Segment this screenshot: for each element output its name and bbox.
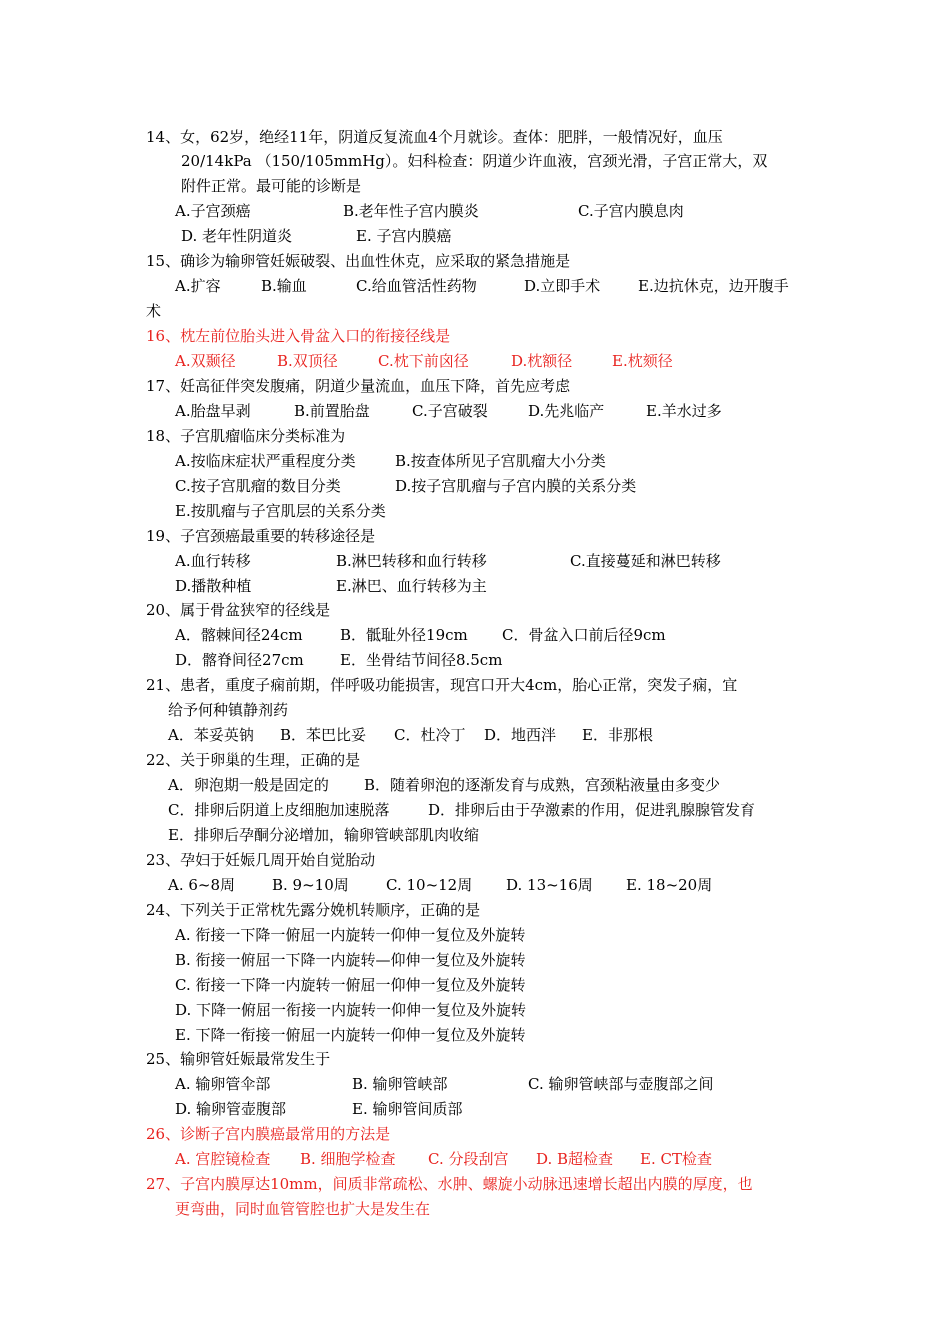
question-20-option-a: A．髂棘间径24cm xyxy=(175,626,303,644)
question-16-option-b: B.双顶径 xyxy=(277,352,338,370)
question-14-option-b: B.老年性子宫内膜炎 xyxy=(343,202,479,220)
question-25-line-1: 25、输卵管妊娠最常发生于 xyxy=(146,1050,331,1068)
question-18-line-1: 18、子宫肌瘤临床分类标准为 xyxy=(146,427,346,445)
question-26-option-e: E. CT检查 xyxy=(640,1150,712,1168)
question-15-option-a: A.扩容 xyxy=(175,277,221,295)
question-27-line-1: 27、子宫内膜厚达10mm，间质非常疏松、水肿、螺旋小动脉迅速增长超出内膜的厚度，也 xyxy=(146,1175,753,1193)
question-15-option-b: B.输血 xyxy=(261,277,307,295)
question-19-option-a: A.血行转移 xyxy=(175,552,251,570)
question-17-option-d: D.先兆临产 xyxy=(528,402,605,420)
question-21-line-1: 21、患者，重度子痫前期，伴呼吸功能损害，现宫口开大4cm，胎心正常，突发子痫，宜 xyxy=(146,676,738,694)
question-20-option-e: E．坐骨结节间径8.5cm xyxy=(340,651,503,669)
question-22-option-a: A．卵泡期一般是固定的 xyxy=(168,776,329,794)
question-25-option-d: D. 输卵管壶腹部 xyxy=(175,1100,287,1118)
question-23-option-b: B. 9~10周 xyxy=(272,876,349,894)
question-16-option-e: E.枕颏径 xyxy=(612,352,673,370)
question-18-option-d: D.按子宫肌瘤与子宫内膜的关系分类 xyxy=(395,477,637,495)
question-15-option-c: C.给血管活性药物 xyxy=(356,277,477,295)
question-20-option-c: C．骨盆入口前后径9cm xyxy=(502,626,666,644)
question-23-option-c: C. 10~12周 xyxy=(386,876,473,894)
question-20-option-b: B．骶耻外径19cm xyxy=(340,626,468,644)
question-19-option-c: C.直接蔓延和淋巴转移 xyxy=(570,552,721,570)
question-14-option-c: C.子宫内膜息肉 xyxy=(578,202,684,220)
question-16-option-d: D.枕额径 xyxy=(511,352,573,370)
question-22-option-d: D．排卵后由于孕激素的作用，促进乳腺腺管发育 xyxy=(428,801,756,819)
question-20-option-d: D．髂脊间径27cm xyxy=(175,651,304,669)
question-14-line-3: 附件正常。最可能的诊断是 xyxy=(181,177,362,195)
question-23-option-d: D. 13~16周 xyxy=(506,876,593,894)
question-21-option-c: C．杜冷丁 xyxy=(394,726,466,744)
question-24-option-d: D. 下降一俯屈一衔接一内旋转一仰伸一复位及外旋转 xyxy=(175,1001,527,1019)
question-19-line-1: 19、子宫颈癌最重要的转移途径是 xyxy=(146,527,376,545)
question-14-line-1: 14、女，62岁，绝经11年，阴道反复流血4个月就诊。查体：肥胖，一般情况好，血压 xyxy=(146,128,723,146)
question-22-line-1: 22、关于卵巢的生理，正确的是 xyxy=(146,751,361,769)
question-22-option-c: C．排卵后阴道上皮细胞加速脱落 xyxy=(168,801,390,819)
question-15-option-d: D.立即手术 xyxy=(524,277,601,295)
question-25-option-a: A. 输卵管伞部 xyxy=(175,1075,271,1093)
question-14-option-e: E. 子宫内膜癌 xyxy=(356,227,452,245)
question-23-line-1: 23、孕妇于妊娠几周开始自觉胎动 xyxy=(146,851,376,869)
question-25-option-c: C. 输卵管峡部与壶腹部之间 xyxy=(528,1075,714,1093)
question-17-option-e: E.羊水过多 xyxy=(646,402,722,420)
question-23-option-e: E. 18~20周 xyxy=(626,876,713,894)
question-22-option-b: B．随着卵泡的逐渐发育与成熟，宫颈粘液量由多变少 xyxy=(364,776,721,794)
question-24-option-c: C. 衔接一下降一内旋转一俯屈一仰伸一复位及外旋转 xyxy=(175,976,526,994)
question-18-option-b: B.按查体所见子宫肌瘤大小分类 xyxy=(395,452,606,470)
question-21-option-e: E．非那根 xyxy=(582,726,653,744)
question-20-line-1: 20、属于骨盆狭窄的径线是 xyxy=(146,601,331,619)
question-26-option-a: A. 宫腔镜检查 xyxy=(175,1150,271,1168)
question-24-option-e: E. 下降一衔接一俯屈一内旋转一仰伸一复位及外旋转 xyxy=(175,1026,526,1044)
question-16-option-a: A.双颞径 xyxy=(175,352,236,370)
question-17-option-c: C.子宫破裂 xyxy=(412,402,488,420)
question-17-option-b: B.前置胎盘 xyxy=(294,402,370,420)
question-25-option-b: B. 输卵管峡部 xyxy=(352,1075,448,1093)
question-23-option-a: A. 6~8周 xyxy=(168,876,236,894)
question-19-option-d: D.播散种植 xyxy=(175,577,252,595)
question-16-option-c: C.枕下前囟径 xyxy=(378,352,469,370)
question-22-option-e: E．排卵后孕酮分泌增加，输卵管峡部肌肉收缩 xyxy=(168,826,479,844)
question-24-option-a: A. 衔接一下降一俯屈一内旋转一仰伸一复位及外旋转 xyxy=(175,926,526,944)
question-25-option-e: E. 输卵管间质部 xyxy=(352,1100,463,1118)
question-26-option-b: B. 细胞学检查 xyxy=(300,1150,396,1168)
question-24-line-1: 24、下列关于正常枕先露分娩机转顺序，正确的是 xyxy=(146,901,481,919)
question-14-option-d: D. 老年性阴道炎 xyxy=(181,227,293,245)
question-14-option-a: A.子宫颈癌 xyxy=(175,202,251,220)
question-21-option-d: D．地西泮 xyxy=(484,726,557,744)
question-21-option-b: B．苯巴比妥 xyxy=(280,726,367,744)
question-18-option-a: A.按临床症状严重程度分类 xyxy=(175,452,356,470)
question-26-option-c: C. 分段刮宫 xyxy=(428,1150,509,1168)
question-26-line-1: 26、诊断子宫内膜癌最常用的方法是 xyxy=(146,1125,391,1143)
question-17-line-1: 17、妊高征伴突发腹痛，阴道少量流血，血压下降，首先应考虑 xyxy=(146,377,571,395)
question-19-option-b: B.淋巴转移和血行转移 xyxy=(336,552,487,570)
question-15-line-2: 术 xyxy=(146,302,162,320)
question-24-option-b: B. 衔接一俯屈一下降一内旋转—仰伸一复位及外旋转 xyxy=(175,951,526,969)
question-14-line-2: 20/14kPa （150/105mmHg）。妇科检查：阴道少许血液，宫颈光滑，子宫正常大，双 xyxy=(181,152,768,170)
question-18-option-c: C.按子宫肌瘤的数目分类 xyxy=(175,477,341,495)
question-15-option-e: E.边抗休克，边开腹手 xyxy=(638,277,789,295)
question-26-option-d: D. B超检查 xyxy=(536,1150,614,1168)
question-19-option-e: E.淋巴、血行转移为主 xyxy=(336,577,487,595)
question-18-option-e: E.按肌瘤与子宫肌层的关系分类 xyxy=(175,502,386,520)
question-21-line-2: 给予何种镇静剂药 xyxy=(168,701,289,719)
question-17-option-a: A.胎盘早剥 xyxy=(175,402,251,420)
question-15-line-1: 15、确诊为输卵管妊娠破裂、出血性休克，应采取的紧急措施是 xyxy=(146,252,571,270)
question-27-line-2: 更弯曲，同时血管管腔也扩大是发生在 xyxy=(175,1200,431,1218)
question-21-option-a: A．苯妥英钠 xyxy=(168,726,254,744)
question-16-line-1: 16、枕左前位胎头进入骨盆入口的衔接径线是 xyxy=(146,327,451,345)
